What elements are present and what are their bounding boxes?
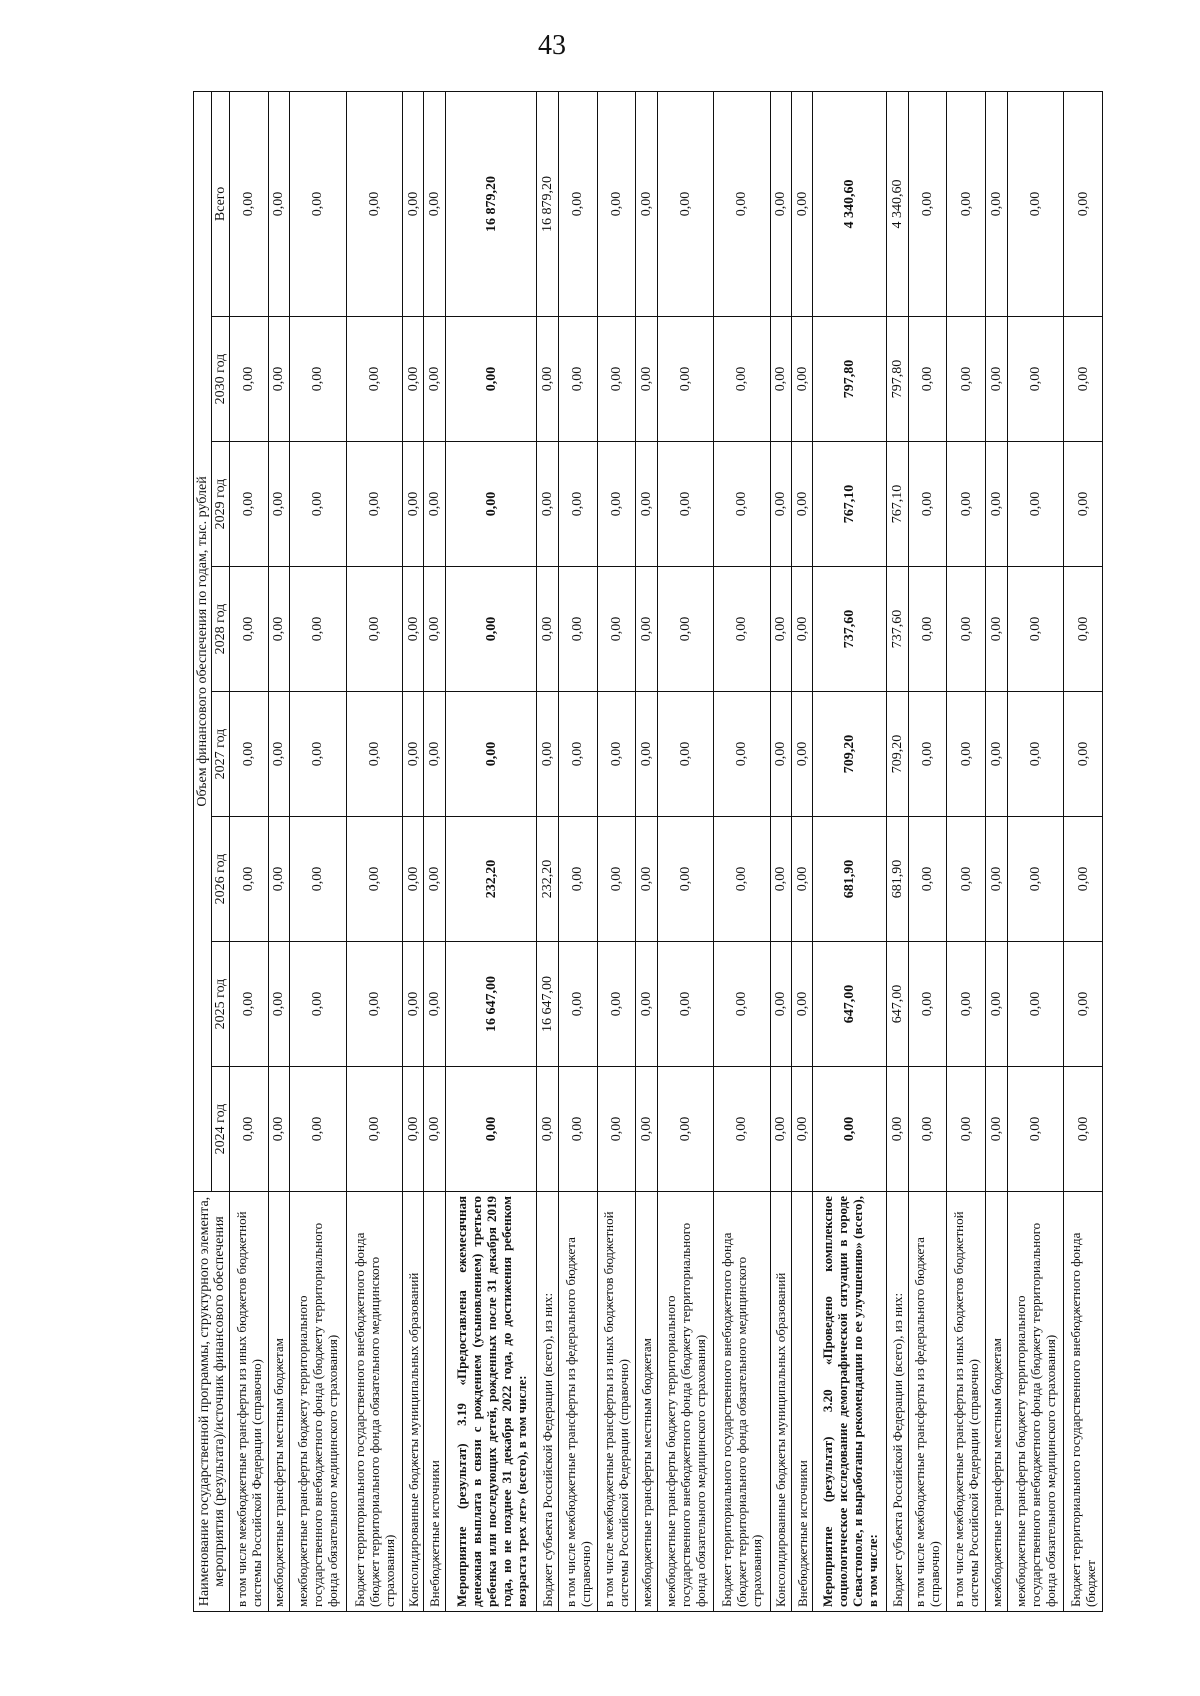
row-label: в том числе межбюджетные трансферты из федерального бюджета (справочно) <box>558 1192 597 1612</box>
row-value: 0,00 <box>445 442 537 567</box>
row-value: 0,00 <box>597 317 636 442</box>
header-year: 2025 год <box>212 942 230 1067</box>
row-value: 0,00 <box>403 91 424 316</box>
table-row <box>887 91 908 1611</box>
row-value: 0,00 <box>657 1067 714 1192</box>
table-row <box>1007 91 1064 1611</box>
table-row <box>403 91 424 1611</box>
financing-table <box>193 91 1103 1612</box>
table-row <box>346 91 403 1611</box>
row-value: 0,00 <box>268 91 289 316</box>
row-value: 681,90 <box>813 817 887 942</box>
row-value: 0,00 <box>986 817 1007 942</box>
row-value: 0,00 <box>597 817 636 942</box>
row-label: Консолидированные бюджеты муниципальных образований <box>403 1192 424 1612</box>
row-value: 0,00 <box>290 442 347 567</box>
row-value: 0,00 <box>290 317 347 442</box>
table-row <box>636 91 657 1611</box>
row-value: 16 879,20 <box>445 91 537 316</box>
row-value: 0,00 <box>403 442 424 567</box>
row-value: 0,00 <box>230 442 269 567</box>
table-row <box>986 91 1007 1611</box>
row-value: 0,00 <box>1064 567 1103 692</box>
row-value: 0,00 <box>636 817 657 942</box>
row-label: Бюджет территориального государственного внебюджетного фонда (бюджет территориального фонда обязательного медицинского страхования) <box>714 1192 771 1612</box>
row-value: 0,00 <box>1007 567 1064 692</box>
table-row <box>290 91 347 1611</box>
row-value: 0,00 <box>597 692 636 817</box>
row-value: 0,00 <box>714 442 771 567</box>
row-value: 0,00 <box>657 817 714 942</box>
row-value: 0,00 <box>290 942 347 1067</box>
header-year: 2026 год <box>212 817 230 942</box>
row-value: 0,00 <box>986 1067 1007 1192</box>
row-value: 0,00 <box>558 442 597 567</box>
row-value: 0,00 <box>558 942 597 1067</box>
row-value: 0,00 <box>230 567 269 692</box>
row-value: 0,00 <box>636 442 657 567</box>
row-value: 0,00 <box>424 692 445 817</box>
row-value: 0,00 <box>445 692 537 817</box>
row-value: 0,00 <box>791 317 812 442</box>
row-label: межбюджетные трансферты местным бюджетам <box>268 1192 289 1612</box>
row-value: 0,00 <box>636 692 657 817</box>
row-value: 0,00 <box>813 1067 887 1192</box>
row-label: межбюджетные трансферты бюджету территориального государственного внебюджетного фонда (бюджету территориального фонда обязательного медицинского страхования) <box>1007 1192 1064 1612</box>
row-value: 0,00 <box>290 91 347 316</box>
table-row <box>770 91 791 1611</box>
row-label: Бюджет субъекта Российской Федерации (всего), из них: <box>887 1192 908 1612</box>
row-value: 0,00 <box>558 567 597 692</box>
table-row <box>268 91 289 1611</box>
row-value: 0,00 <box>537 442 558 567</box>
row-value: 0,00 <box>537 317 558 442</box>
row-value: 0,00 <box>424 942 445 1067</box>
table-row <box>714 91 771 1611</box>
row-value: 0,00 <box>290 567 347 692</box>
row-value: 0,00 <box>908 567 947 692</box>
row-value: 0,00 <box>558 1067 597 1192</box>
row-label: в том числе межбюджетные трансферты из федерального бюджета (справочно) <box>908 1192 947 1612</box>
header-year: 2027 год <box>212 692 230 817</box>
row-value: 0,00 <box>424 817 445 942</box>
row-value: 0,00 <box>403 817 424 942</box>
row-value: 0,00 <box>403 317 424 442</box>
row-value: 0,00 <box>657 91 714 316</box>
header-year: 2030 год <box>212 317 230 442</box>
row-value: 0,00 <box>290 692 347 817</box>
row-value: 0,00 <box>597 91 636 316</box>
row-value: 0,00 <box>346 817 403 942</box>
row-value: 0,00 <box>424 567 445 692</box>
row-value: 737,60 <box>813 567 887 692</box>
row-label: Бюджет территориального государственного внебюджетного фонда (бюджет <box>1064 1192 1103 1612</box>
row-value: 0,00 <box>791 91 812 316</box>
row-value: 0,00 <box>558 317 597 442</box>
row-value: 0,00 <box>346 442 403 567</box>
row-value: 0,00 <box>1007 692 1064 817</box>
header-year: 2028 год <box>212 567 230 692</box>
row-value: 0,00 <box>791 567 812 692</box>
row-value: 0,00 <box>986 317 1007 442</box>
row-value: 0,00 <box>636 942 657 1067</box>
row-value: 0,00 <box>791 442 812 567</box>
row-value: 0,00 <box>445 317 537 442</box>
row-value: 0,00 <box>1064 317 1103 442</box>
row-value: 0,00 <box>424 442 445 567</box>
table-row <box>947 91 986 1611</box>
row-value: 0,00 <box>558 817 597 942</box>
row-value: 0,00 <box>714 692 771 817</box>
row-value: 0,00 <box>1064 91 1103 316</box>
row-value: 0,00 <box>714 817 771 942</box>
row-value: 0,00 <box>791 942 812 1067</box>
row-value: 0,00 <box>597 442 636 567</box>
header-year: 2024 год <box>212 1067 230 1192</box>
financing-table-rotated <box>193 92 1103 1612</box>
header-name-column: Наименование государственной программы, структурного элемента, мероприятия (результата)/источник финансового обеспечения <box>194 1192 230 1612</box>
table-row <box>558 91 597 1611</box>
row-value: 16 647,00 <box>537 942 558 1067</box>
row-value: 0,00 <box>537 567 558 692</box>
row-value: 0,00 <box>947 942 986 1067</box>
row-value: 0,00 <box>1007 1067 1064 1192</box>
row-value: 681,90 <box>887 817 908 942</box>
row-value: 0,00 <box>268 817 289 942</box>
row-value: 0,00 <box>986 692 1007 817</box>
row-value: 0,00 <box>1007 817 1064 942</box>
row-value: 0,00 <box>986 567 1007 692</box>
row-value: 0,00 <box>1007 942 1064 1067</box>
row-value: 0,00 <box>657 567 714 692</box>
row-value: 0,00 <box>657 442 714 567</box>
row-value: 0,00 <box>714 1067 771 1192</box>
row-label: Мероприятие (результат) 3.19 «Предоставлена ежемесячная денежная выплата в связи с рождением (усыновлением) третьего ребенка или последующих детей, рожденных после 31 декабря 2019 года, но не позднее 31 декабря 2022 года, до достижения ребенком возраста трех лет» (всего), в том числе: <box>445 1192 537 1612</box>
row-value: 0,00 <box>1007 91 1064 316</box>
row-value: 0,00 <box>770 942 791 1067</box>
row-value: 0,00 <box>346 317 403 442</box>
row-value: 232,20 <box>445 817 537 942</box>
row-value: 0,00 <box>597 942 636 1067</box>
row-value: 0,00 <box>403 1067 424 1192</box>
row-label: Внебюджетные источники <box>424 1192 445 1612</box>
row-value: 0,00 <box>770 1067 791 1192</box>
row-value: 0,00 <box>403 942 424 1067</box>
row-value: 0,00 <box>537 1067 558 1192</box>
header-row-group <box>194 91 212 1611</box>
row-value: 0,00 <box>770 817 791 942</box>
row-value: 0,00 <box>268 442 289 567</box>
row-value: 0,00 <box>887 1067 908 1192</box>
table-row <box>424 91 445 1611</box>
row-label: Консолидированные бюджеты муниципальных образований <box>770 1192 791 1612</box>
row-value: 0,00 <box>791 692 812 817</box>
row-label: в том числе межбюджетные трансферты из иных бюджетов бюджетной системы Российской Федерации (справочно) <box>597 1192 636 1612</box>
row-value: 0,00 <box>908 442 947 567</box>
row-value: 0,00 <box>230 1067 269 1192</box>
header-year: Всего <box>212 91 230 316</box>
row-value: 0,00 <box>558 91 597 316</box>
row-value: 0,00 <box>770 442 791 567</box>
row-value: 0,00 <box>947 91 986 316</box>
row-label: Мероприятие (результат) 3.20 «Проведено комплексное социологическое исследование демографической ситуации в городе Севастополе, и выработаны рекомендации по ее улучшению» (всего), в том числе: <box>813 1192 887 1612</box>
row-value: 0,00 <box>1007 442 1064 567</box>
row-value: 0,00 <box>770 317 791 442</box>
row-value: 737,60 <box>887 567 908 692</box>
row-value: 0,00 <box>346 1067 403 1192</box>
header-year: 2029 год <box>212 442 230 567</box>
row-value: 0,00 <box>714 567 771 692</box>
row-value: 0,00 <box>290 817 347 942</box>
row-label: межбюджетные трансферты местным бюджетам <box>636 1192 657 1612</box>
row-value: 0,00 <box>1064 442 1103 567</box>
row-value: 0,00 <box>424 91 445 316</box>
row-value: 0,00 <box>908 942 947 1067</box>
row-value: 0,00 <box>230 817 269 942</box>
row-value: 0,00 <box>346 692 403 817</box>
page-number: 43 <box>538 30 566 61</box>
row-value: 647,00 <box>887 942 908 1067</box>
table-row <box>657 91 714 1611</box>
row-label: межбюджетные трансферты бюджету территориального государственного внебюджетного фонда (бюджету территориального фонда обязательного медицинского страхования) <box>290 1192 347 1612</box>
row-value: 0,00 <box>908 692 947 817</box>
row-value: 0,00 <box>537 692 558 817</box>
row-value: 0,00 <box>445 567 537 692</box>
row-value: 0,00 <box>424 1067 445 1192</box>
row-value: 0,00 <box>403 692 424 817</box>
row-value: 0,00 <box>947 567 986 692</box>
row-value: 0,00 <box>947 692 986 817</box>
row-label: в том числе межбюджетные трансферты из иных бюджетов бюджетной системы Российской Федерации (справочно) <box>230 1192 269 1612</box>
row-label: Бюджет субъекта Российской Федерации (всего), из них: <box>537 1192 558 1612</box>
row-value: 0,00 <box>714 317 771 442</box>
table-row <box>791 91 812 1611</box>
row-value: 0,00 <box>636 567 657 692</box>
row-value: 0,00 <box>1064 817 1103 942</box>
row-value: 709,20 <box>887 692 908 817</box>
row-value: 0,00 <box>636 317 657 442</box>
row-label: Внебюджетные источники <box>791 1192 812 1612</box>
row-label: в том числе межбюджетные трансферты из иных бюджетов бюджетной системы Российской Федерации (справочно) <box>947 1192 986 1612</box>
row-value: 0,00 <box>597 1067 636 1192</box>
table-row <box>908 91 947 1611</box>
row-value: 797,80 <box>813 317 887 442</box>
table-row <box>445 91 537 1611</box>
row-value: 0,00 <box>986 942 1007 1067</box>
row-value: 16 879,20 <box>537 91 558 316</box>
row-value: 709,20 <box>813 692 887 817</box>
row-value: 0,00 <box>445 1067 537 1192</box>
row-value: 0,00 <box>947 317 986 442</box>
table-body <box>230 91 1103 1611</box>
row-value: 0,00 <box>908 317 947 442</box>
row-value: 0,00 <box>714 91 771 316</box>
row-value: 0,00 <box>770 91 791 316</box>
row-value: 0,00 <box>403 567 424 692</box>
row-value: 0,00 <box>1064 942 1103 1067</box>
table-row <box>597 91 636 1611</box>
row-value: 0,00 <box>424 317 445 442</box>
header-volume-group: Объем финансового обеспечения по годам, тыс. рублей <box>194 91 212 1191</box>
row-value: 0,00 <box>791 817 812 942</box>
table-row <box>537 91 558 1611</box>
row-value: 0,00 <box>986 91 1007 316</box>
row-value: 0,00 <box>947 1067 986 1192</box>
row-value: 767,10 <box>887 442 908 567</box>
row-value: 0,00 <box>657 317 714 442</box>
row-value: 0,00 <box>268 692 289 817</box>
row-value: 0,00 <box>657 942 714 1067</box>
row-value: 0,00 <box>230 942 269 1067</box>
row-value: 0,00 <box>268 942 289 1067</box>
row-value: 0,00 <box>908 1067 947 1192</box>
row-label: межбюджетные трансферты местным бюджетам <box>986 1192 1007 1612</box>
row-value: 767,10 <box>813 442 887 567</box>
row-value: 0,00 <box>597 567 636 692</box>
row-value: 0,00 <box>1064 1067 1103 1192</box>
row-value: 0,00 <box>770 692 791 817</box>
row-value: 0,00 <box>657 692 714 817</box>
row-value: 4 340,60 <box>887 91 908 316</box>
row-value: 0,00 <box>230 692 269 817</box>
row-value: 0,00 <box>908 91 947 316</box>
row-value: 0,00 <box>636 1067 657 1192</box>
row-value: 0,00 <box>908 817 947 942</box>
row-value: 0,00 <box>636 91 657 316</box>
row-label: межбюджетные трансферты бюджету территориального государственного внебюджетного фонда (бюджету территориального фонда обязательного медицинского страхования) <box>657 1192 714 1612</box>
row-value: 0,00 <box>947 817 986 942</box>
table-row <box>1064 91 1103 1611</box>
row-value: 0,00 <box>770 567 791 692</box>
row-value: 0,00 <box>290 1067 347 1192</box>
row-value: 0,00 <box>1007 317 1064 442</box>
row-value: 0,00 <box>947 442 986 567</box>
table-row <box>813 91 887 1611</box>
row-value: 0,00 <box>986 442 1007 567</box>
row-value: 647,00 <box>813 942 887 1067</box>
row-value: 16 647,00 <box>445 942 537 1067</box>
row-value: 0,00 <box>230 91 269 316</box>
row-value: 0,00 <box>1064 692 1103 817</box>
row-value: 0,00 <box>268 317 289 442</box>
row-value: 232,20 <box>537 817 558 942</box>
row-value: 0,00 <box>791 1067 812 1192</box>
row-value: 0,00 <box>230 317 269 442</box>
row-value: 0,00 <box>268 567 289 692</box>
row-value: 797,80 <box>887 317 908 442</box>
row-value: 0,00 <box>346 567 403 692</box>
row-value: 0,00 <box>346 942 403 1067</box>
row-value: 0,00 <box>558 692 597 817</box>
row-value: 4 340,60 <box>813 91 887 316</box>
row-value: 0,00 <box>346 91 403 316</box>
row-value: 0,00 <box>268 1067 289 1192</box>
row-value: 0,00 <box>714 942 771 1067</box>
row-label: Бюджет территориального государственного внебюджетного фонда (бюджет территориального фонда обязательного медицинского страхования) <box>346 1192 403 1612</box>
table-row <box>230 91 269 1611</box>
